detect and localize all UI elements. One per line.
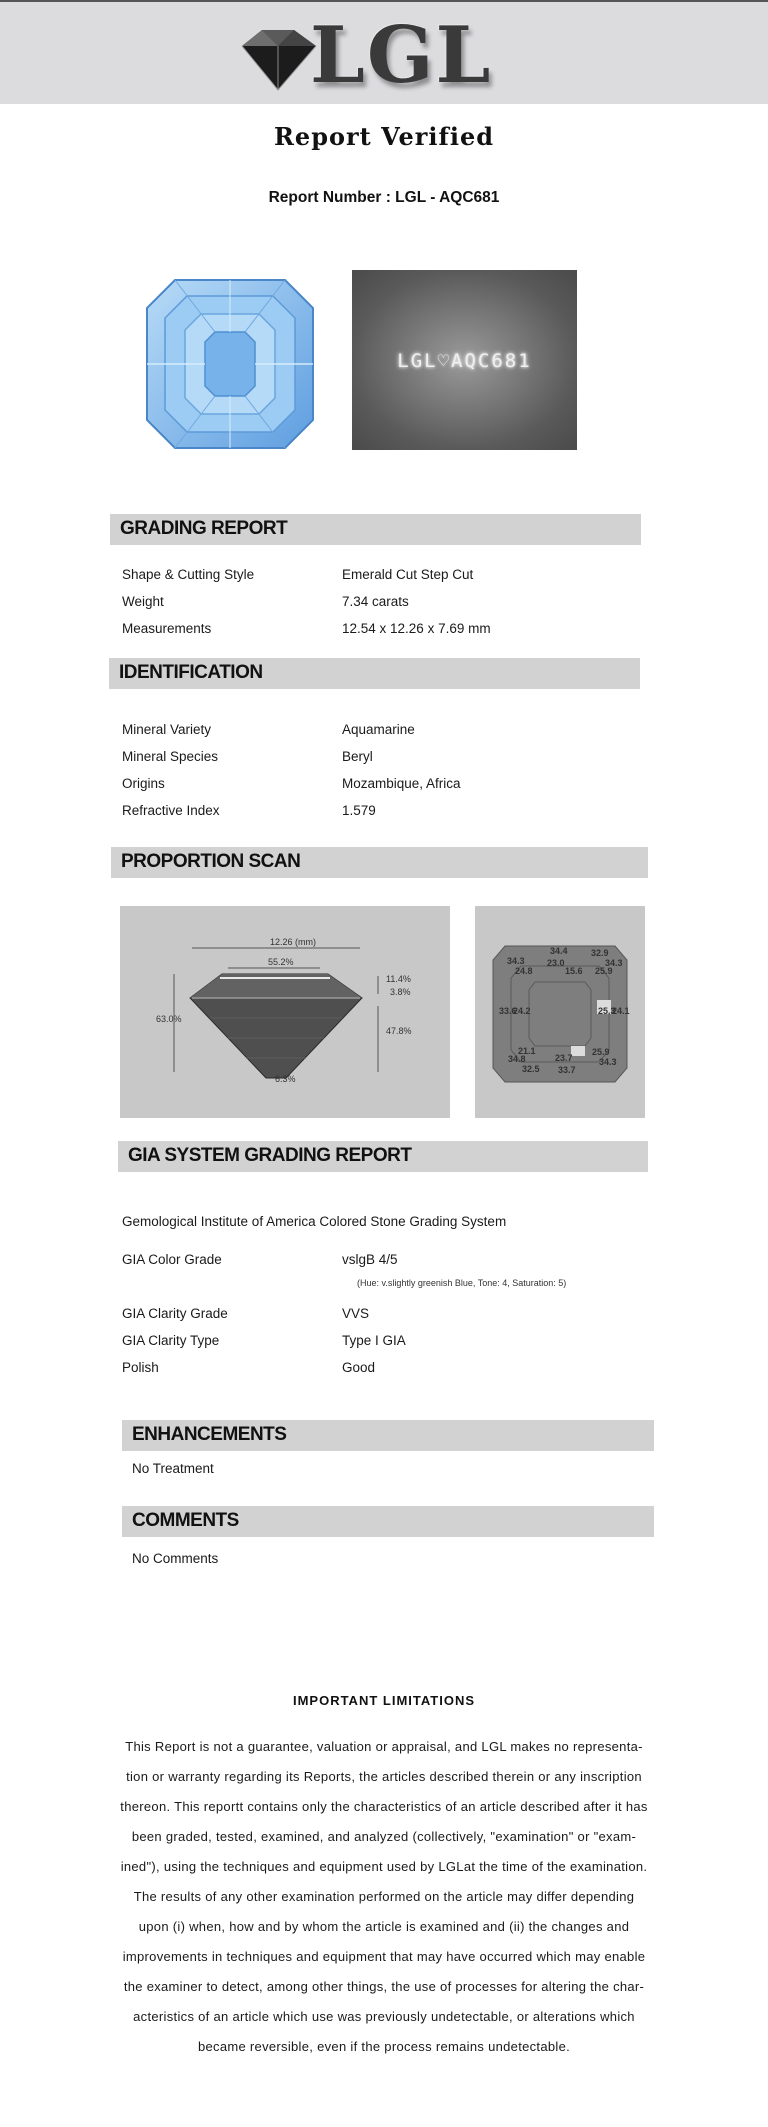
- gia-subtitle: Gemological Institute of America Colored Stone Grading System: [122, 1214, 507, 1229]
- origins-value: Mozambique, Africa: [342, 776, 461, 791]
- limitations-line: tion or warranty regarding its Reports, the articles described therein or any inscription: [126, 1769, 642, 1784]
- inscription-photo: [352, 270, 577, 450]
- diamond-icon: [232, 24, 322, 94]
- enhancements-header: [122, 1420, 654, 1451]
- refractive-index-value: 1.579: [342, 803, 376, 818]
- limitations-title: IMPORTANT LIMITATIONS: [292, 1693, 476, 1708]
- origins-label: Origins: [122, 776, 165, 791]
- comments-header: [122, 1506, 654, 1537]
- page-title: Report Verified: [273, 122, 495, 151]
- limitations-line: This Report is not a guarantee, valuation or appraisal, and LGL makes no representa-: [125, 1739, 643, 1754]
- limitations-line: ined"), using the techniques and equipment used by LGLat the time of the examination.: [120, 1859, 648, 1874]
- mineral-variety-value: Aquamarine: [342, 722, 415, 737]
- gia-clarity-type-value: Type I GIA: [342, 1333, 406, 1348]
- pavilion-percent: 47.8%: [386, 1026, 412, 1036]
- top-value: 32.5: [522, 1064, 540, 1074]
- gia-clarity-grade-label: GIA Clarity Grade: [122, 1306, 228, 1321]
- limitations-line: improvements in techniques and equipment that may have occurred which may enable: [122, 1949, 646, 1964]
- shape-label: Shape & Cutting Style: [122, 567, 255, 582]
- gia-clarity-grade-value: VVS: [342, 1306, 370, 1321]
- limitations-line: thereon. This reportt contains only the characteristics of an article described after it has: [120, 1799, 648, 1814]
- girdle-percent: 3.8%: [390, 987, 411, 997]
- top-value: 34.4: [550, 946, 568, 956]
- top-value: 34.3: [507, 956, 525, 966]
- gia-color-note: (Hue: v.slightly greenish Blue, Tone: 4, Saturation: 5): [357, 1278, 567, 1288]
- table-percent: 55.2%: [268, 957, 294, 967]
- top-value: 25.3: [598, 1006, 616, 1016]
- gia-clarity-type-label: GIA Clarity Type: [122, 1333, 220, 1348]
- header-banner: [0, 0, 768, 104]
- limitations-line: became reversible, even if the process remains undetectable.: [197, 2039, 571, 2054]
- comments-title: COMMENTS: [132, 1510, 239, 1531]
- gia-report-title: GIA SYSTEM GRADING REPORT: [128, 1145, 412, 1166]
- limitations-line: The results of any other examination performed on the article may differ depending: [133, 1889, 635, 1904]
- proportion-scan-title: PROPORTION SCAN: [121, 851, 301, 872]
- gia-report-header: [118, 1141, 648, 1172]
- shape-value: Emerald Cut Step Cut: [342, 567, 474, 582]
- mineral-species-label: Mineral Species: [122, 749, 219, 764]
- top-value: 34.8: [508, 1054, 526, 1064]
- top-value: 34.3: [599, 1057, 617, 1067]
- refractive-index-label: Refractive Index: [122, 803, 220, 818]
- limitations-line: acteristics of an article which use was previously undetectable, or alterations which: [133, 2009, 635, 2024]
- weight-value: 7.34 carats: [342, 594, 409, 609]
- top-value: 23.0: [547, 958, 565, 968]
- depth-percent: 63.0%: [156, 1014, 182, 1024]
- top-value: 25.9: [592, 1047, 610, 1057]
- top-value: 15.6: [565, 966, 583, 976]
- limitations-body: [118, 1732, 650, 2062]
- top-value: 24.8: [515, 966, 533, 976]
- identification-header: [109, 658, 640, 689]
- measurements-value: 12.54 x 12.26 x 7.69 mm: [342, 621, 491, 636]
- grading-report-title: GRADING REPORT: [120, 518, 288, 539]
- top-value: 23.7: [555, 1053, 573, 1063]
- grading-report-header: [110, 514, 641, 545]
- logo-text: LGL: [310, 10, 493, 101]
- top-value: 21.1: [518, 1046, 536, 1056]
- profile-diagram: [120, 906, 450, 1118]
- identification-title: IDENTIFICATION: [119, 662, 263, 683]
- gia-color-grade-value: vslgB 4/5: [342, 1252, 398, 1267]
- top-value: 34.3: [605, 958, 623, 968]
- top-value: 33.6: [499, 1006, 517, 1016]
- limitations-line: the examiner to detect, among other things, the use of processes for altering the char-: [123, 1979, 645, 1994]
- culet-percent: 6.3%: [275, 1074, 296, 1084]
- limitations-line: upon (i) when, how and by whom the article is examined and (ii) the changes and: [138, 1919, 630, 1934]
- weight-label: Weight: [122, 594, 164, 609]
- measurements-label: Measurements: [122, 621, 212, 636]
- polish-value: Good: [342, 1360, 376, 1375]
- gia-color-grade-label: GIA Color Grade: [122, 1252, 222, 1267]
- mineral-variety-label: Mineral Variety: [122, 722, 212, 737]
- lgl-logo[interactable]: [232, 10, 493, 101]
- inscription-text: LGL♡AQC681: [397, 350, 532, 372]
- gemstone-photo: [135, 270, 325, 456]
- top-value: 25.9: [595, 966, 613, 976]
- report-number: Report Number : LGL - AQC681: [268, 189, 500, 206]
- width-label: 12.26 (mm): [270, 937, 317, 947]
- comments-text: No Comments: [132, 1551, 219, 1566]
- top-value: 32.9: [591, 948, 609, 958]
- polish-label: Polish: [122, 1360, 159, 1375]
- enhancements-title: ENHANCEMENTS: [132, 1424, 287, 1445]
- limitations-line: been graded, tested, examined, and analyzed (collectively, "examination" or "exam-: [131, 1829, 637, 1844]
- mineral-species-value: Beryl: [342, 749, 373, 764]
- top-view-diagram: [475, 906, 645, 1118]
- crown-percent: 11.4%: [386, 974, 411, 984]
- top-value: 33.7: [558, 1065, 576, 1075]
- top-value: 24.2: [513, 1006, 531, 1016]
- enhancements-text: No Treatment: [132, 1461, 214, 1476]
- top-value: 24.1: [612, 1006, 630, 1016]
- proportion-scan-header: [111, 847, 648, 878]
